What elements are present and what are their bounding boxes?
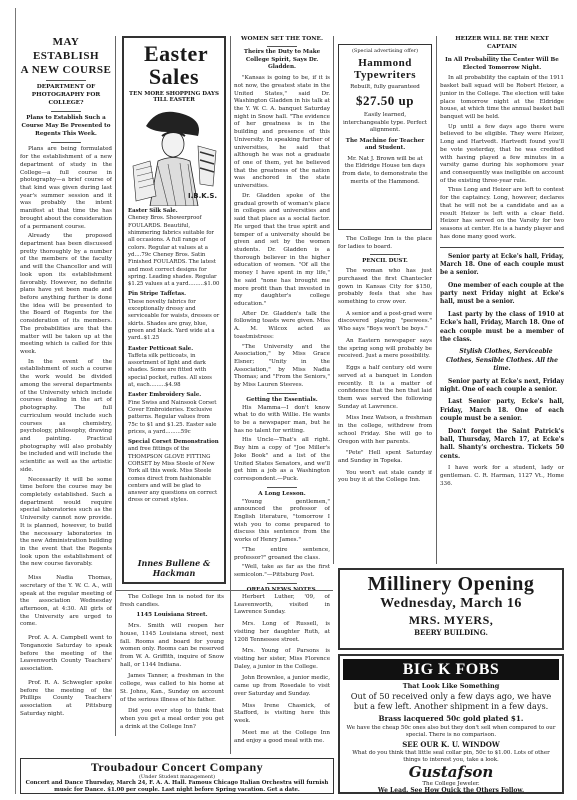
fobs-sub: The College Jeweler. — [422, 780, 480, 787]
paragraph: In the event of the establishment of such a course the work would be divided among the several departments of the University which include courses dealing in the art of photography. The full curriculum would include such courses as chemistry, psychology, philosophy, drawing and painting. Practical photography will also probably be included and will include the scientific as well as the artistic side. — [20, 358, 112, 473]
paragraph: Already the proposed department has been discussed pretty thoroughly by a number of the members of the faculty and will the Chancellor and will look upon its establishment favorably. However, no definite plans have yet been made and before anything further is done the idea will be presented to the Board of Regents for the consideration of its members. The probabilities are that the matter will be taken up at the meeting which is called for this week. — [20, 233, 112, 356]
paragraph: Up until a few days ago there were believed to be eligible. They were Heizer, Long and Hartvedt. Hartvedt found you'll be vote yesterday, that he was credited with having played a few minutes in a varsity game during his sophomore year and consequently was ineligible on account of the existing three-year rule. — [440, 123, 564, 184]
paragraph: After Dr. Gladden's talk the following toasts were given. Miss A. M. Wilcox acted as toastmistress: — [234, 310, 330, 340]
easter-sales-ad — [122, 36, 226, 584]
paragraph: The College Inn is the place for ladies to board. — [338, 236, 432, 250]
paragraph: You won't eat stale candy if you buy it at the College Inn. — [338, 469, 432, 484]
fobs-line: We have the cheap 50c ones also but they don't sell when compared to our special. There is no comparison. — [346, 724, 556, 739]
paragraph: Prof. R. A. Schwegler spoke before the meeting of the Phillips County Teachers' association at Pittsburg Saturday night. — [20, 679, 112, 717]
paragraph: Eggs a half century old were served at a banquet in London recently. It is a matter of confidence that the hen that laid them was served the following Sunday at Lawrence. — [338, 365, 432, 410]
paragraph: "Pete" Hell spent Saturday and Sunday in Topeka. — [338, 450, 432, 464]
fobs-line: Brass lacquered 50c gold plated $1. — [378, 713, 524, 723]
millinery-name: MRS. MYERS, — [408, 613, 494, 628]
paragraph: Did you ever stop to think that when you get a meal order you get a drink at the College Inn? — [120, 708, 224, 730]
column-3 — [234, 36, 330, 594]
newspaper-page — [15, 8, 567, 794]
fobs-title: BIG K FOBS — [343, 659, 559, 680]
subhead-2: Plans to Establish Such a Course May Be Presented to Regents This Week. — [21, 115, 111, 137]
fobs-tag: We Lead. See How Quick the Others Follow. — [377, 786, 525, 794]
item-body: These novelty fabrics for exceptionally dressy and serviceable for waists, dresses or skirts. Shades are gray, blue, green and black. Yard wide at a yard..$1.25 — [128, 298, 220, 342]
easter-subtitle: TEN MORE SHOPPING DAYS TILL EASTER — [129, 91, 219, 104]
section-heading: PENCIL DUST. — [362, 258, 408, 265]
item-heading: Easter Petticoat Sale. — [128, 345, 194, 352]
paragraph: A senior and a post-grad were discovered playing "peewees." Who says "Boys won't be boys." — [338, 310, 432, 333]
article-sub: In All Probability the Center Will Be Elected Tomorrow Night. — [445, 56, 559, 71]
fobs-line: What do you think that little seal collar pin, 50c to $1.00. Lots of other things to interest you, take a look. — [352, 750, 550, 764]
item-heading: Special Corset Demonstration — [128, 439, 219, 446]
troubadour-text: Concert and Dance Thursday, March 24, F. A. A. Hall. Famous Chicago Italian Orchestra will furnish music for Dance. $1.00 per couple. Last night before Spring vacation. Get a date. — [25, 780, 329, 794]
hammond-sub: Rebuilt, fully guaranteed — [350, 84, 420, 91]
fobs-line: That Look Like Something — [402, 682, 500, 691]
paragraph: Herbert Luther, '09, of Leavenworth, visited in Lawrence Sunday. — [234, 594, 330, 616]
item-body: Cheney Bros. Showerproof FOULARDS. Beautiful, shimmering fabrics suitable for all occasions. A full range of colors. Regular at values at a yd....79c Cheney Bros. Satin Finished FOULARDS. The latest and most correct designs for spring. Leading shades. Regular $1.25 values at a yard.........$1.00 — [128, 215, 220, 288]
hammond-title-2: Typewriters — [353, 69, 417, 82]
paragraph: Miss Irene Chasnick, of Stafford, is visiting here this week. — [234, 702, 330, 725]
hammond-price: $27.50 up — [356, 93, 414, 109]
item-body: Fine Swiss and Nainsook Corset Cover Embroideries. Exclusive patterns. Regular values from 75c to $1 and $1.25. Easter sale prices, a yard.........59c — [128, 399, 217, 435]
column-1 — [20, 36, 112, 721]
paragraph: The woman who has just purchased the first Chantecler gown in Kansas City for $150, probably feels that she has something to crow over. — [338, 268, 432, 306]
paragraph: James Tanner, a freshman in the college, was called to his home at St. Johns, Kan., Sunday on account of the serious illness of his father. — [120, 673, 224, 703]
notice: Last Senior party, Ecke's hall, Friday, March 18. One of each couple must be a senior. — [440, 398, 564, 423]
paragraph: "The University and the Association," by Miss Grace Elsner; "Unity in the Association," by Miss Nadia Thomas; and "From the Seniors," by Miss Lauren Steeves. — [234, 343, 330, 389]
item-heading: Easter Silk Sale. — [128, 208, 178, 215]
millinery-building: BEERY BUILDING. — [414, 627, 488, 637]
fobs-line: Out of 50 received only a few days ago, we have but a few left. Another shipment in a few days. — [350, 691, 552, 712]
section-heading: A Long Lesson. — [258, 490, 306, 497]
paragraph: Meet me at the College Inn and enjoy a good meal with me. — [234, 729, 330, 744]
paragraph: The College Inn is noted for its fresh candies. — [120, 594, 224, 608]
paragraph: "Kansas is going to be, if it is not now, the greatest state in the United States," said Dr. Washington Gladden in his talk at the Y. W. C. A. banquet Saturday night in Snow hall. "The evidence of her greatness is in the building and presence of this University. In speaking further of universities, he said that although he was not a graduate of one of them, yet he believed that the greatness of the nation was anchored in the state universities. — [234, 75, 330, 190]
paragraph: Dr. Gladden spoke of the gradual growth of woman's place in colleges and universities and said that place as a social factor. He urged that the true spirit and temper of a university should be given and set by the women students. Dr. Gladden is a thorough believer in the higher education of women. "Of all the money I have spent in my life," he said "none has brought me more profit than that invested in my daughter's college education." — [234, 192, 330, 307]
paragraph: Mrs. Long of Russell, is visiting her daughter Ruth, at 1208 Tennessee street. — [234, 621, 330, 643]
subhead: DEPARTMENT OF PHOTOGRAPHY FOR COLLEGE? — [31, 84, 101, 107]
column-5 — [440, 36, 564, 564]
paragraph: His Mamma—I don't know what to do with Willie. He wants to be a newspaper man, but he has no talent for writing. — [234, 404, 330, 434]
paragraph: Mrs. Smith will reopen her house, 1145 Louisiana street, next fall. Rooms and board for young women only. Rooms can be reserved from W. A. Griffith, inquire of Snow hall, or 1144 Indiana. — [120, 623, 224, 668]
notice: Last party by the class of 1910 at Ecke's hall, Friday, March 18. One of each couple must be a member of the class. — [440, 310, 564, 344]
millinery-title: Millinery Opening — [367, 573, 535, 595]
troubadour-title: Troubadour Concert Company — [90, 760, 264, 774]
headline-line-2: A NEW COURSE — [20, 63, 112, 76]
millinery-date: Wednesday, March 16 — [380, 596, 522, 611]
fobs-brand: Gustafson — [408, 763, 494, 782]
notice: I have work for a student, lady or gentleman. C. R. Harman, 1127 Vt., Home 336. — [440, 465, 564, 487]
paragraph: "Young gentlemen," announced the professor of English literature, "tomorrow I wish you to come prepared to discuss this sentence from the works of Henry James." — [234, 498, 330, 544]
notice: Senior party at Ecke's next, Friday night. One of each couple a senior. — [440, 377, 564, 393]
paragraph: Plans are being formulated for the establishment of a new department of study in the College—a full course in photography—a brief course of that kind was given during last year's summer session and it was probably the intent manifest at that time the has brought about the consideration of a permanent course. — [20, 146, 112, 230]
paragraph: Miss Inez Watson, a freshman in the college, withdrew from school Friday. She will go to Oregon with her parents. — [338, 415, 432, 445]
paragraph: An Eastern newspaper says the spring song will probably be received. Just a mere possibility. — [338, 337, 432, 360]
paragraph: John Brownlee, a junior medic, came up from Rosedale to visit over Saturday and Sunday. — [234, 675, 330, 697]
easter-title: Easter Sales — [144, 41, 209, 90]
article-header: WOMEN SET THE TONE. — [241, 36, 323, 42]
article-sub: Theirs the Duty to Make College Spirit, Says Dr. Gladden. — [243, 48, 321, 71]
paragraph: His Uncle—That's all right. Buy him a copy of "Joe Miller's Joke Book" and a list of the United States Senators, and we'll get him a job as a Washington correspondent.—Puck. — [234, 437, 330, 483]
notice: Stylish Clothes, Serviceable Clothes, Sensible Clothes. All the time. — [446, 348, 558, 373]
hammond-desc: Easily learned, interchangeable type. Perfect alignment. — [342, 112, 428, 134]
item-body: and free fittings of the THOMPSON GLOVE FITTING CORSET by Miss Steele of New York all this week. Miss Steele comes direct from fashionable centers and will be glad to answer any questions on correct dress or corset styles. — [128, 446, 218, 504]
headline-line-1: MAY ESTABLISH — [32, 36, 100, 62]
fobs-line: SEE OUR K. U. WINDOW — [402, 740, 500, 750]
hammond-body: Mr. Nat J. Brown will be at the Eldridge House ten days from date, to demonstrate the merits of the Hammond. — [342, 155, 428, 185]
section-heading: 1145 Louisiana Street. — [136, 612, 208, 619]
ad-note: (Special advertising offer) — [351, 48, 419, 54]
item-body: Taffeta silk petticoats, in assortment of light and dark shades. Some are fitted with special pocket, rufles. All sizes at, each.........$4.98 — [128, 352, 212, 389]
hammond-ad — [338, 44, 432, 230]
item-heading: Pin Stripe Taffetas. — [128, 291, 186, 298]
paragraph: Necessarily it will be some time before the course may be completely established. Such a department would require special laboratories such as the University cannot now provide. It is planned, however, to build the necessary laboratories in the new Administration building in the event that the Regents look upon the establishment of the new course favorably. — [20, 476, 112, 568]
woman-illustration — [128, 106, 220, 206]
paragraph: Prof. A. A. Campbell went to Tonganoxie Saturday to speak before the meeting of the Leavenworth County Teachers' association. — [20, 635, 112, 673]
paragraph: Thus Long and Heizer are left to contest for the captaincy. Long, however, declares that he will not be a candidate and as a result Heizer is left with a clear field. Heizer has served on the Varsity for two seasons at center. He is a handy player and has done many good work. — [440, 187, 564, 240]
store-signature: Innes Bullene & Hackman — [137, 558, 211, 578]
hammond-title: Hammond — [358, 57, 412, 69]
paragraph: Mrs. Young of Parsons is visiting her sister, Miss Florence Daley, a junior in the College. — [234, 648, 330, 670]
bottom-column-a — [120, 594, 224, 756]
paragraph: "Well, take as far as the first semicolon."—Pittsburg Post. — [234, 564, 330, 578]
column-4 — [338, 236, 432, 566]
troubadour-sub: (Under Student management) — [138, 774, 216, 781]
article-header: HEIZER WILL BE THE NEXT CAPTAIN — [455, 36, 549, 50]
item-heading: Easter Embroidery Sale. — [128, 392, 202, 399]
section-heading: Getting the Essentials. — [246, 396, 318, 403]
millinery-ad — [338, 568, 564, 650]
troubadour-ad — [20, 758, 334, 794]
svg-text:I.B.K.S.: I.B.K.S. — [188, 192, 218, 201]
notice: Don't forget the Saint Patrick's ball, Thursday, March 17, at Ecke's hall. Shanty's orchestra. Tickets 50 cents. — [440, 427, 564, 460]
paragraph: In all probability the captain of the 1911 basket ball squad will be Robert Heizer, a junior in the College. The election will take place tomorrow night at the Eldridge house, at which time the annual basket ball banquet will be held. — [440, 75, 564, 120]
notice: One member of each couple at the party next Friday night at Ecke's hall, must be a senior. — [440, 281, 564, 306]
bottom-column-b — [234, 594, 330, 756]
hammond-heading: The Machine for Teacher and Student. — [345, 137, 425, 152]
notice: Senior party at Ecke's hall, Friday, March 18. One of each couple must be a senior. — [440, 252, 564, 277]
paragraph: "The entire sentence, professor?" groaned the class. — [234, 546, 330, 561]
paragraph: Miss Nadia Thomas, secretary of the Y. W. C. A., will speak at the regular meeting of the association Wednesday afternoon, at 4:30. All girls of the University are urged to come. — [20, 575, 112, 628]
fobs-ad — [338, 654, 564, 794]
